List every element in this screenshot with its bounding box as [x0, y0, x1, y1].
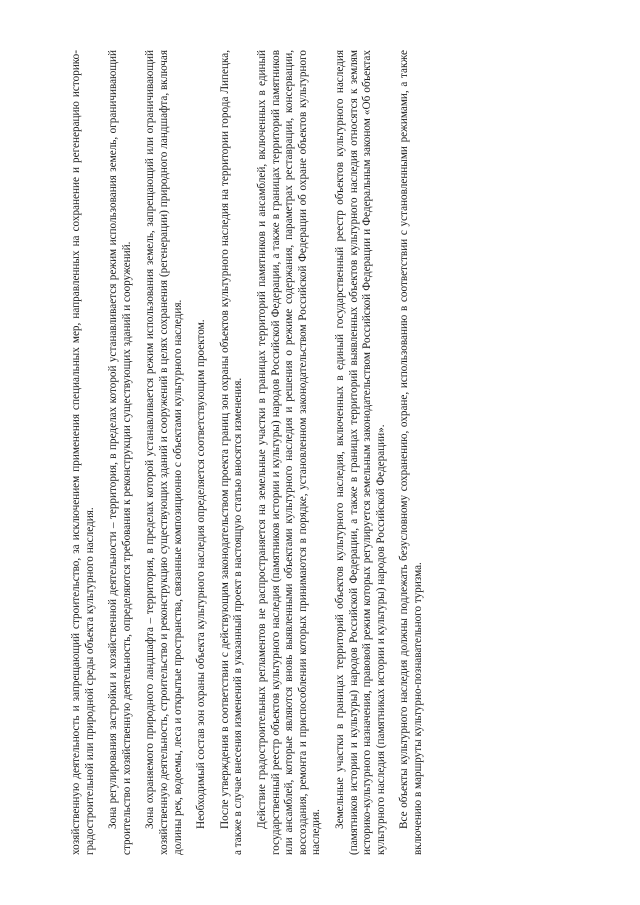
paragraph-continuation: хозяйственную деятельность и запрещающий строительство, за исключением применения специальных мер, направленных на сохранение и регенерацию историко-градостроительной или природной среды объекта культурного наследия. [70, 50, 96, 855]
paragraph-regulation-zone: Зона регулирования застройки и хозяйственной деятельности – территория, в пределах которой устанавливается режим использования земель, ограничивающий строительство и хозяйственную деятельность, определяются требования к реконструкции существующих зданий и сооружений. [107, 50, 133, 855]
paragraph-preservation: Все объекты культурного наследия должны подлежать безусловному сохранению, охране, использованию в соответствии с установленными режимами, а также включению в маршруты культурно-познавательного туризма. [398, 50, 424, 855]
paragraph-zone-composition: Необходимый состав зон охраны объекта культурного наследия определяется соответствующим проектом. [195, 319, 208, 829]
paragraph-landscape-zone: Зона охраняемого природного ландшафта – территория, в пределах которой устанавливается режим использования земель, запрещающий или ограничивающий хозяйственную деятельность, строительство и реконструкцию существующих зданий и сооружений в целях сохранения (регенерации) природного ландшафта, включая долины рек, водоемы, леса и открытые пространства, связанные композиционно с объектами культурного наследия. [144, 50, 184, 855]
paragraph-after-approval: После утверждения в соответствии с действующим законодательством проекта границ зон охраны объектов культурного наследия на территории города Липецка, а также в случае внесения изменений в указанный проект в настоящую статью вносятся изменения. [218, 50, 245, 855]
paragraph-land-plots: Земельные участки в границах территорий объектов культурного наследия, включенных в единый государственный реестр объектов культурного наследия (памятников истории и культуры) народов Российской Федерации, а также в границах территорий выявленных объектов культурного наследия относятся к землям историко-культурного назначения, правовой режим которых регулируется земельным законодательством Российской Федерации и Федеральным законом «Об объектах культурного наследия (памятниках истории и культуры) народов Российской Федерации». [333, 50, 387, 855]
paragraph-regulations-scope: Действие градостроительных регламентов не распространяется на земельные участки в границах территорий памятников и ансамблей, включенных в единый государственный реестр объектов культурного наследия (памятников истории и культуры) народов Российской Федерации, а также в границах территорий памятников или ансамблей, которые являются вновь выявленными объектами культурного наследия и решения о режиме содержания, параметрах реставрации, консервации, воссоздания, ремонта и приспособлении которых принимаются в порядке, установленном законодательством Российской Федерации об охране объектов культурного наследия. [255, 50, 323, 855]
document-body [70, 50, 435, 855]
